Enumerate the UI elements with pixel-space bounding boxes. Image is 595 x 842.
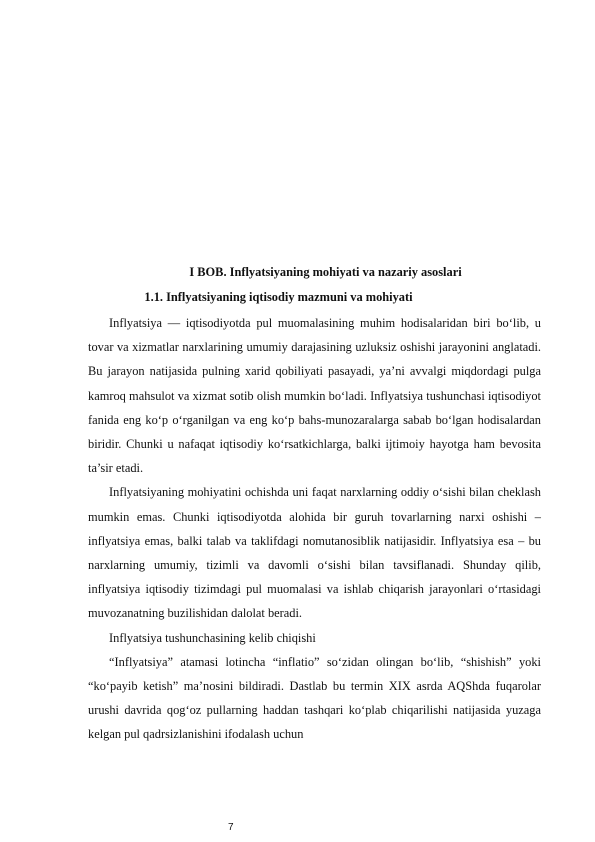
subheading-paragraph: Inflyatsiya tushunchasining kelib chiqishi: [109, 630, 316, 645]
section-title: 1.1. Inflyatsiyaning iqtisodiy mazmuni va mohiyati: [144, 290, 413, 304]
chapter-title: I BOB. Inflyatsiyaning mohiyati va nazariy asoslari: [189, 265, 462, 279]
body-text: [88, 311, 541, 747]
page-number: 7: [228, 822, 234, 833]
paragraph-3: “Inflyatsiya” atamasi lotincha “inflatio” so‘zidan olingan bo‘lib, “shishish” yoki “ko‘payib ketish” ma’nosini bildiradi. Dastlab bu termin XIX asrda AQShda fuqarolar urushi davrida qog‘oz pullarning haddan tashqari ko‘plab chiqarilishi natijasida yuzaga kelgan pul qadrsizlanishini ifodalash uchun: [88, 654, 541, 742]
paragraph-2: Inflyatsiyaning mohiyatini ochishda uni faqat narxlarning oddiy o‘sishi bilan cheklash mumkin emas. Chunki iqtisodiyotda alohida bir guruh tovarlarning narxi oshishi – inflyatsiya emas, balki talab va taklifdagi nomutanosiblik natijasidir. Inflyatsiya esa – bu narxlarning umumiy, tizimli va davomli o‘sishi bilan tavsiflanadi. Shunday qilib, inflyatsiya iqtisodiy tizimdagi pul muomalasi va ishlab chiqarish jarayonlari o‘rtasidagi muvozanatning buzilishidan dalolat beradi.: [88, 485, 541, 621]
paragraph-1: Inflyatsiya — iqtisodiyotda pul muomalasining muhim hodisalaridan biri bo‘lib, u tovar va xizmatlar narxlarining umumiy darajasining uzluksiz oshishi jarayonini anglatadi. Bu jarayon natijasida pulning xarid qobiliyati pasayadi, ya’ni avvalgi miqdordagi pulga kamroq mahsulot va xizmat sotib olish mumkin bo‘ladi. Inflyatsiya tushunchasi iqtisodiyot fanida eng ko‘p o‘rganilgan va eng ko‘p bahs-munozaralarga sabab bo‘lgan hodisalardan biridir. Chunki u nafaqat iqtisodiy ko‘rsatkichlarga, balki ijtimoiy hayotga ham bevosita ta’sir etadi.: [88, 316, 541, 476]
